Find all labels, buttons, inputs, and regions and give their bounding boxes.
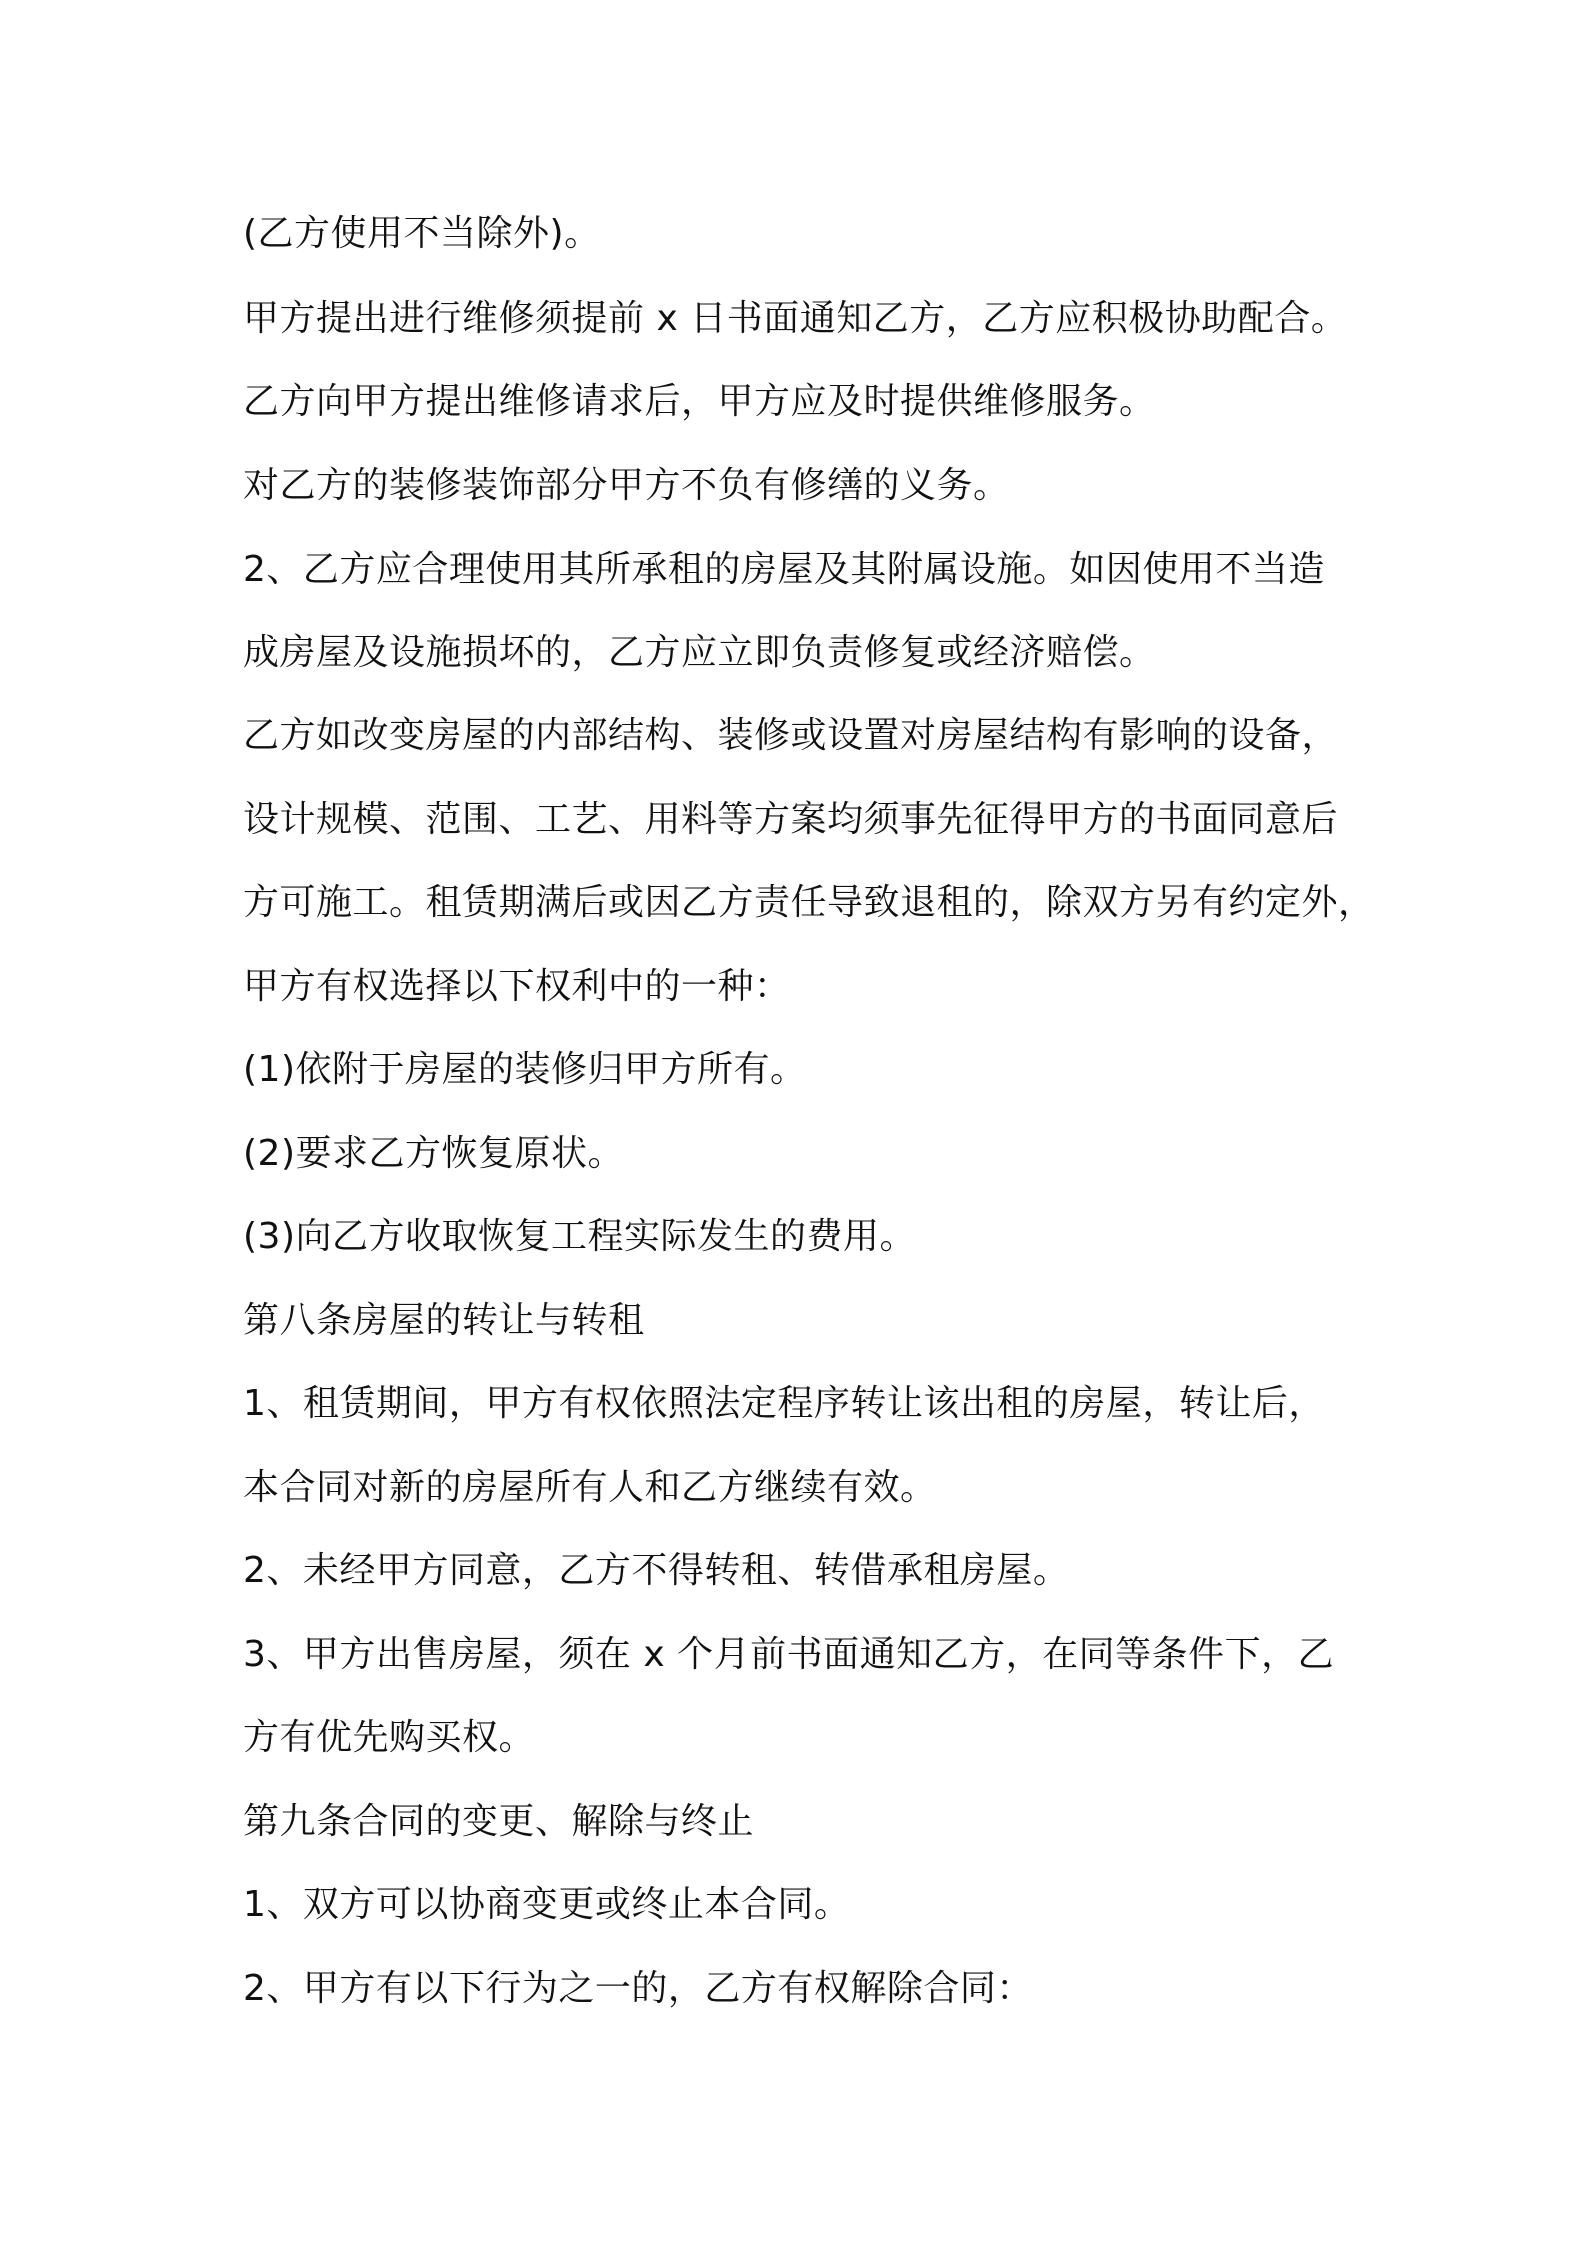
text-line-19: 方有优先购买权。	[243, 1717, 536, 1758]
text-line-13: (3)向乙方收取恢复工程实际发生的费用。	[243, 1216, 916, 1257]
text-line-15: 1、租赁期间，甲方有权依照法定程序转让该出租的房屋，转让后，	[243, 1383, 1325, 1424]
text-line-2: 甲方提出进行维修须提前 x 日书面通知乙方，乙方应积极协助配合。	[243, 298, 1348, 339]
section-heading-9: 第九条合同的变更、解除与终止	[243, 1801, 755, 1842]
text-line-9: 方可施工。租赁期满后或因乙方责任导致退租的，除双方另有约定外，	[243, 882, 1375, 923]
text-line-6: 成房屋及设施损坏的，乙方应立即负责修复或经济赔偿。	[243, 632, 1156, 673]
text-line-3: 乙方向甲方提出维修请求后，甲方应及时提供维修服务。	[243, 381, 1156, 422]
text-line-12: (2)要求乙方恢复原状。	[243, 1133, 624, 1174]
text-line-17: 2、未经甲方同意，乙方不得转租、转借承租房屋。	[243, 1550, 1070, 1591]
text-line-16: 本合同对新的房屋所有人和乙方继续有效。	[243, 1467, 937, 1508]
text-line-11: (1)依附于房屋的装修归甲方所有。	[243, 1049, 807, 1090]
text-line-18: 3、甲方出售房屋，须在 x 个月前书面通知乙方，在同等条件下，乙	[243, 1634, 1335, 1675]
text-line-5: 2、乙方应合理使用其所承租的房屋及其附属设施。如因使用不当造	[243, 549, 1325, 590]
text-line-21: 1、双方可以协商变更或终止本合同。	[243, 1884, 851, 1925]
text-line-10: 甲方有权选择以下权利中的一种：	[243, 966, 791, 1007]
text-line-8: 设计规模、范围、工艺、用料等方案均须事先征得甲方的书面同意后	[243, 799, 1339, 840]
text-line-1: (乙方使用不当除外)。	[243, 213, 601, 254]
text-line-22: 2、甲方有以下行为之一的，乙方有权解除合同：	[243, 1968, 1033, 2009]
section-heading-8: 第八条房屋的转让与转租	[243, 1300, 645, 1341]
text-line-7: 乙方如改变房屋的内部结构、装修或设置对房屋结构有影响的设备，	[243, 715, 1339, 756]
text-line-4: 对乙方的装修装饰部分甲方不负有修缮的义务。	[243, 465, 1010, 506]
